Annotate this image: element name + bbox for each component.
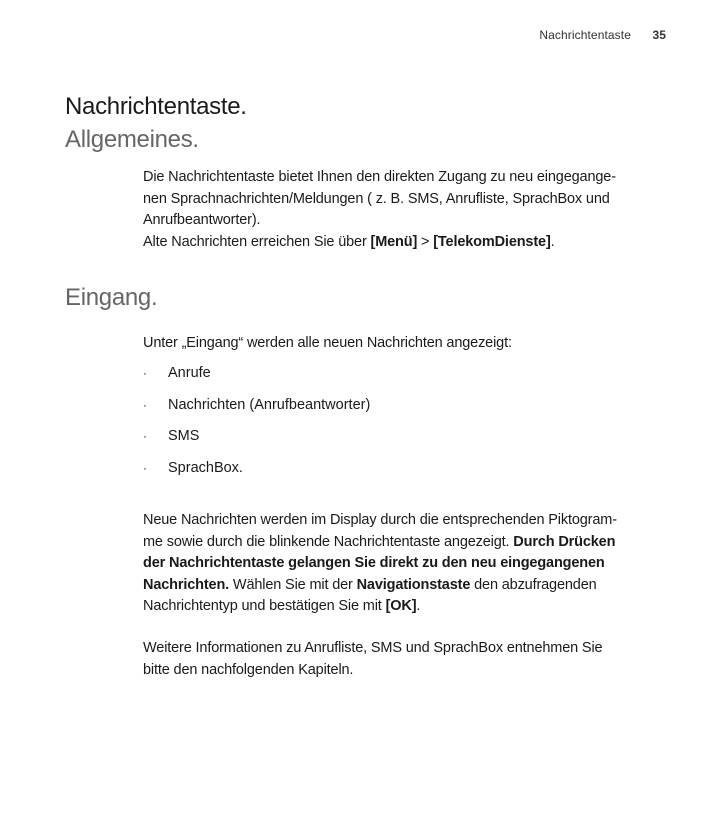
ok-key-reference: [OK] (385, 598, 417, 614)
text-line: nen Sprachnachrichten/Meldungen ( z. B. SMS, Anrufliste, SprachBox und (143, 190, 610, 207)
text-fragment: Alte Nachrichten erreichen Sie über (143, 233, 371, 250)
inbox-intro: Unter „Eingang“ werden alle neuen Nachrichten angezeigt: (143, 335, 512, 351)
list-item (143, 363, 663, 395)
text-line: Anrufbeantworter). (143, 212, 261, 228)
text-line: Neue Nachrichten werden im Display durch die entsprechenden Piktogram- (143, 512, 617, 528)
inbox-paragraph-2 (143, 638, 663, 681)
list-item (143, 458, 663, 490)
general-paragraph-2 (143, 232, 663, 254)
text-fragment: me sowie durch die blinkende Nachrichtentaste angezeigt. (143, 533, 514, 550)
page-title: Nachrichtentaste. (65, 93, 247, 120)
list-item-label: Nachrichten (Anrufbeantworter) (168, 396, 371, 413)
page-number: 35 (652, 28, 666, 42)
text-fragment: > (417, 233, 434, 250)
running-header (539, 28, 666, 42)
general-paragraph-1 (143, 167, 663, 232)
list-item (143, 426, 663, 458)
list-item-label: SprachBox. (168, 459, 243, 476)
text-fragment: . (550, 233, 555, 250)
bullet-icon: · (143, 429, 147, 443)
text-fragment: . (416, 598, 421, 614)
text-line: Die Nachrichtentaste bietet Ihnen den direkten Zugang zu neu eingegange- (143, 169, 616, 185)
telekom-services-reference: [TelekomDienste] (433, 233, 551, 250)
text-line: bitte den nachfolgenden Kapiteln. (143, 661, 354, 678)
list-item-label: Anrufe (168, 365, 211, 381)
emphasis: Nachrichten. (143, 576, 230, 593)
general-text (143, 167, 663, 253)
heading-inbox: Eingang. (65, 284, 158, 311)
text-fragment: Wählen Sie mit der (229, 576, 357, 593)
bullet-icon: · (143, 460, 147, 475)
message-type-list (143, 363, 663, 489)
list-item (143, 395, 663, 427)
inbox-paragraph-1 (143, 510, 663, 618)
text-line: Weitere Informationen zu Anrufliste, SMS und SprachBox entnehmen Sie (143, 640, 603, 656)
list-item-label: SMS (168, 428, 200, 444)
heading-general: Allgemeines. (65, 126, 199, 153)
navigation-key-reference: Navigationstaste (356, 576, 471, 593)
header-section-title: Nachrichtentaste (539, 28, 631, 42)
menu-reference: [Menü] (370, 233, 418, 250)
emphasis: der Nachrichtentaste gelangen Sie direkt zu den neu eingegangenen (143, 555, 605, 571)
bullet-icon: · (143, 397, 147, 412)
bullet-icon: · (143, 366, 147, 380)
text-fragment: den abzufragenden (470, 576, 597, 593)
emphasis: Durch Drücken (513, 533, 616, 550)
text-fragment: Nachrichtentyp und bestätigen Sie mit (143, 598, 386, 614)
